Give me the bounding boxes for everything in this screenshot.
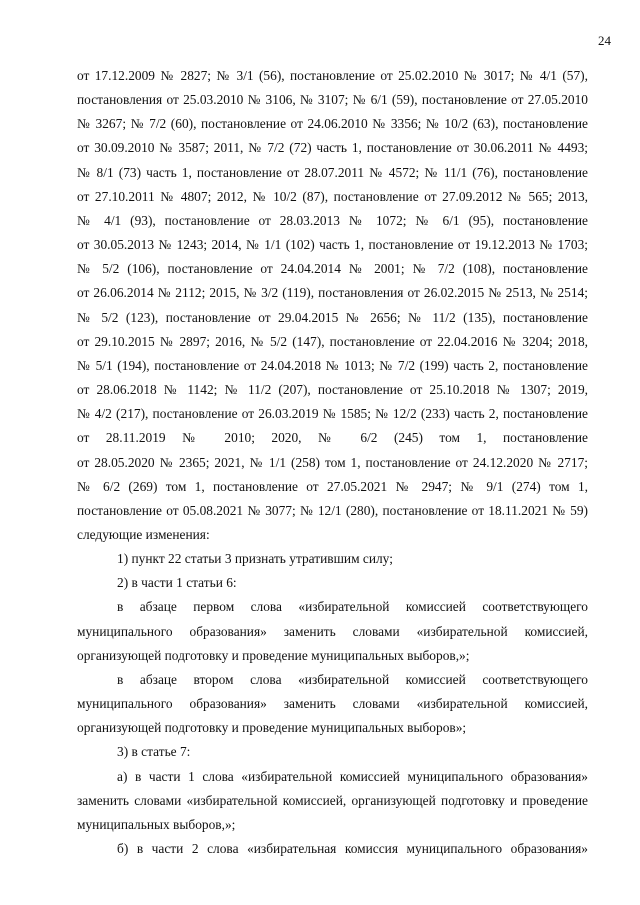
- text-line: а) в части 1 слова «избирательной комиссией муниципального образования»: [117, 768, 588, 784]
- text-line: постановление от 05.08.2021 № 3077; № 12/1 (280), постановление от 18.11.2021 № 59): [77, 502, 588, 518]
- text-line: № 4/1 (93), постановление от 28.03.2013 № 1072; № 6/1 (95), постановление: [77, 212, 588, 228]
- text-line: постановления от 25.03.2010 № 3106, № 3107; № 6/1 (59), постановление от 27.05.2010: [77, 92, 588, 108]
- text-line: муниципальных выборов,»;: [77, 816, 236, 832]
- text-line: № 4/2 (217), постановление от 26.03.2019 № 1585; № 12/2 (233) часть 2, постановление: [77, 406, 588, 422]
- text-line: № 6/2 (269) том 1, постановление от 27.05.2021 № 2947; № 9/1 (274) том 1,: [77, 478, 588, 494]
- text-line: организующей подготовку и проведение муниципальных выборов»;: [77, 720, 467, 736]
- text-line: 1) пункт 22 статьи 3 признать утратившим силу;: [117, 551, 393, 567]
- text-line: б) в части 2 слова «избирательная комиссия муниципального образования»: [117, 841, 588, 856]
- text-line: заменить словами «избирательной комиссией, организующей подготовку и проведение: [77, 792, 588, 808]
- page-number: 24: [598, 33, 611, 48]
- text-line: от 27.10.2011 № 4807; 2012, № 10/2 (87), постановление от 27.09.2012 № 565; 2013,: [77, 188, 588, 204]
- text-line: от 17.12.2009 № 2827; № 3/1 (56), постановление от 25.02.2010 № 3017; № 4/1 (57),: [77, 68, 588, 83]
- text-line: от 26.06.2014 № 2112; 2015, № 3/2 (119), постановления от 26.02.2015 № 2513, № 2514;: [77, 285, 588, 301]
- text-line: муниципального образования» заменить словами «избирательной комиссией,: [77, 623, 588, 639]
- text-line: № 3267; № 7/2 (60), постановление от 24.06.2010 № 3356; № 10/2 (63), постановление: [77, 116, 588, 132]
- text-line: в абзаце втором слова «избирательной комиссией соответствующего: [117, 671, 588, 687]
- text-line: в абзаце первом слова «избирательной комиссией соответствующего: [117, 599, 588, 615]
- text-line: № 5/2 (123), постановление от 29.04.2015 № 2656; № 11/2 (135), постановление: [77, 309, 588, 325]
- text-line: № 8/1 (73) часть 1, постановление от 28.07.2011 № 4572; № 11/1 (76), постановление: [77, 164, 588, 180]
- text-line: от 30.05.2013 № 1243; 2014, № 1/1 (102) часть 1, постановление от 19.12.2013 № 1703;: [77, 237, 588, 253]
- text-line: 3) в статье 7:: [117, 744, 191, 760]
- text-line: от 28.05.2020 № 2365; 2021, № 1/1 (258) том 1, постановление от 24.12.2020 № 2717;: [77, 454, 588, 470]
- text-line: от 28.06.2018 № 1142; № 11/2 (207), постановление от 25.10.2018 № 1307; 2019,: [77, 382, 588, 398]
- text-line: № 5/1 (194), постановление от 24.04.2018 № 1013; № 7/2 (199) часть 2, постановление: [77, 357, 588, 373]
- text-line: № 5/2 (106), постановление от 24.04.2014 № 2001; № 7/2 (108), постановление: [77, 261, 588, 277]
- document-body: [77, 64, 588, 861]
- text-line: 2) в части 1 статьи 6:: [117, 575, 237, 591]
- text-line: следующие изменения:: [77, 526, 210, 542]
- text-line: от 28.11.2019 № 2010; 2020, № 6/2 (245) том 1, постановление: [77, 430, 588, 446]
- text-line: муниципального образования» заменить словами «избирательной комиссией,: [77, 696, 588, 712]
- text-line: организующей подготовку и проведение муниципальных выборов,»;: [77, 647, 470, 663]
- text-line: от 30.09.2010 № 3587; 2011, № 7/2 (72) часть 1, постановление от 30.06.2011 № 4493;: [77, 140, 588, 156]
- text-line: от 29.10.2015 № 2897; 2016, № 5/2 (147), постановление от 22.04.2016 № 3204; 2018,: [77, 333, 588, 349]
